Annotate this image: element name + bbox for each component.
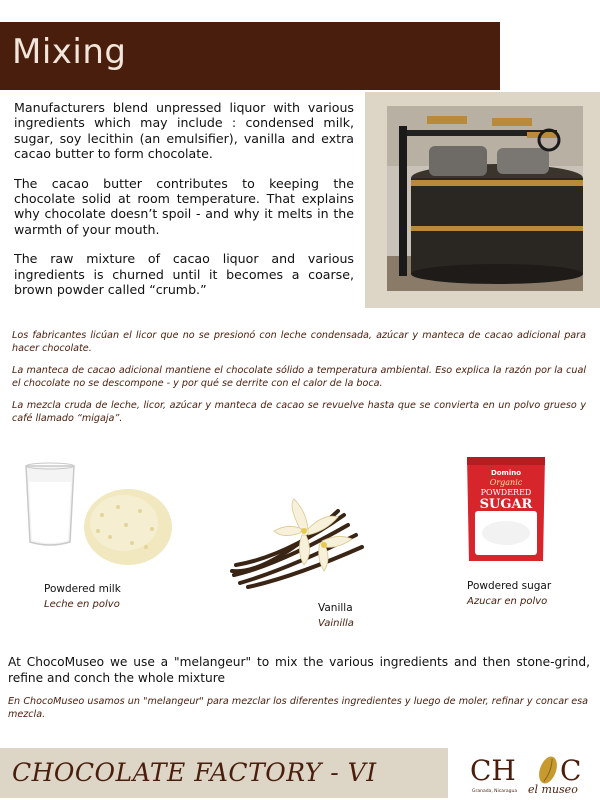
intro-paragraph: The raw mixture of cacao liquor and various ingredients is churned until it becomes a coarse, brown powder called “crumb.” — [14, 251, 354, 298]
title-bar — [0, 22, 500, 90]
spanish-paragraph: La mezcla cruda de leche, licor, azúcar y manteca de cacao se revuelve hasta que se convierta en un polvo grueso y café llamado “migaja”. — [12, 400, 586, 424]
ingredient-powdered-milk — [44, 583, 121, 610]
ingredient-label: Vanilla — [318, 602, 353, 614]
logo-place: Granada, Nicaragua — [472, 789, 518, 794]
sugar-bag-line2: SUGAR — [479, 497, 533, 512]
sugar-bag-illustration — [465, 453, 547, 565]
page-title: Mixing — [12, 32, 127, 72]
cacao-pod-icon — [536, 754, 561, 786]
intro-paragraph: Manufacturers blend unpressed liquor with various ingredients which may include : condensed milk, sugar, soy lecithin (an emulsifier), vanilla and extra cacao butter to form chocolate. — [14, 100, 354, 162]
milk-glass-illustration — [22, 460, 78, 548]
vanilla-illustration — [228, 495, 368, 595]
ingredient-label-es: Leche en polvo — [44, 599, 120, 610]
photo-frame — [365, 92, 600, 308]
melangeur-text-es: En ChocoMuseo usamos un "melangeur" para mezclar los diferentes ingredientes y luego de moler, refinar y concar esa mezcla. — [8, 696, 588, 720]
sugar-bag-organic: Organic — [489, 478, 523, 487]
ingredient-label-es: Vainilla — [318, 618, 354, 629]
intro-paragraph: The cacao butter contributes to keeping the chocolate solid at room temperature. That explains why chocolate doesn’t spoil - and why it melts in the warmth of your mouth. — [14, 175, 354, 237]
logo-main-c: C — [560, 754, 582, 787]
powdered-milk-illustration — [80, 485, 176, 569]
ingredient-label: Powdered milk — [44, 583, 121, 595]
spanish-paragraph: La manteca de cacao adicional mantiene el chocolate sólido a temperatura ambiental. Eso explica la razón por la cual el chocolate no se descompone - y por qué se derrite con el calor de la boca. — [12, 365, 586, 389]
sugar-bag-brand: Domino — [490, 469, 522, 477]
spanish-text — [12, 330, 586, 436]
ingredient-label: Powdered sugar — [467, 580, 552, 592]
intro-text — [14, 100, 354, 311]
melangeur-machine-photo — [387, 106, 583, 291]
footer-title: CHOCOLATE FACTORY - VI — [12, 758, 377, 787]
ingredient-label-es: Azucar en polvo — [467, 596, 548, 607]
logo-sub: el museo — [528, 783, 578, 796]
logo-main-ch: CH — [470, 754, 516, 787]
ingredient-powdered-sugar — [467, 580, 551, 607]
melangeur-text: At ChocoMuseo we use a "melangeur" to mix the various ingredients and then stone-grind, refine and conch the whole mixture — [8, 655, 590, 685]
footer-band — [0, 748, 448, 798]
sugar-bag-line1: POWDERED — [480, 488, 532, 497]
chocomuseo-logo — [468, 750, 588, 796]
ingredient-vanilla — [318, 602, 354, 629]
spanish-paragraph: Los fabricantes licúan el licor que no se presionó con leche condensada, azúcar y manteca de cacao adicional para hacer chocolate. — [12, 330, 586, 354]
